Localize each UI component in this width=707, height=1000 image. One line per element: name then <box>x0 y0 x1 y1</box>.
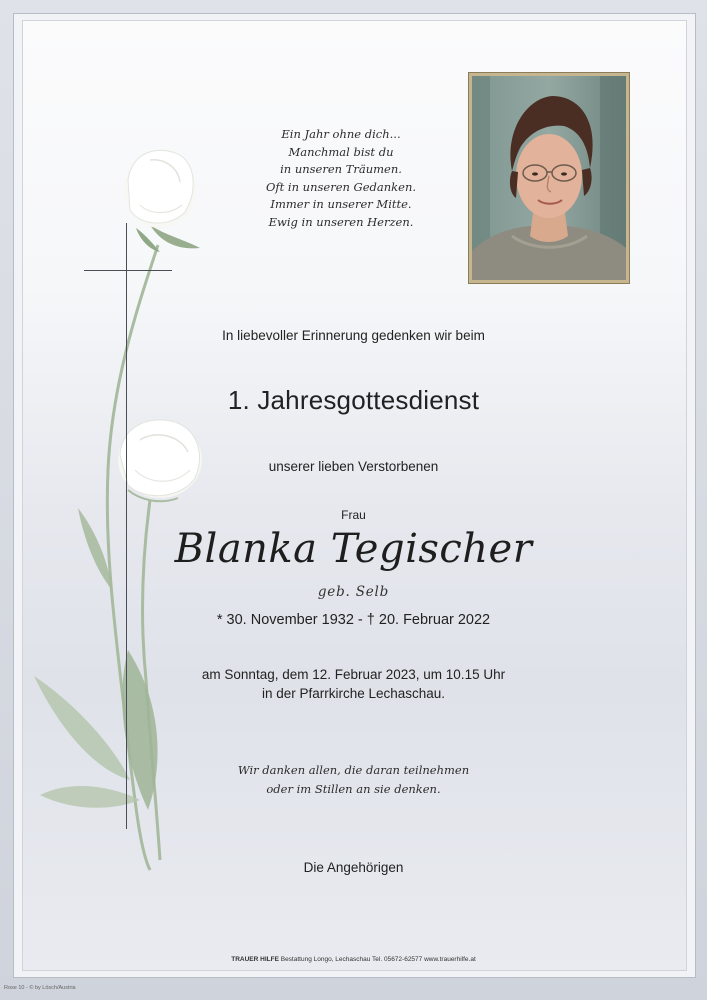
intro-text: In liebevoller Erinnerung gedenken wir beim <box>222 328 485 343</box>
life-dates: * 30. November 1932 - † 20. Februar 2022 <box>216 612 491 628</box>
thanks-line: Wir danken allen, die daran teilnehmen <box>237 763 470 777</box>
footer-brand: TRAUER HILFE <box>231 956 279 963</box>
service-location: in der Pfarrkirche Lechaschau. <box>261 686 446 701</box>
image-credit: Rose 10 - © by Lösch/Austria <box>4 985 76 991</box>
portrait-photo <box>472 76 626 280</box>
deceased-name: Blanka Tegischer <box>174 526 533 572</box>
footer <box>0 956 707 963</box>
family-signature: Die Angehörigen <box>303 860 404 875</box>
poem-line: Ein Jahr ohne dich... <box>281 127 401 141</box>
service-date: am Sonntag, dem 12. Februar 2023, um 10.15 Uhr <box>201 667 506 682</box>
poem-line: Ewig in unseren Herzen. <box>268 214 414 229</box>
deceased-label: unserer lieben Verstorbenen <box>268 459 439 474</box>
poem-line: in unseren Träumen. <box>280 162 402 176</box>
poem-line: Manchmal bist du <box>288 144 394 159</box>
headline: 1. Jahresgottesdienst <box>227 385 480 415</box>
cross-horizontal-bar <box>84 270 172 271</box>
portrait-frame <box>468 72 630 284</box>
birth-name: geb. Selb <box>317 584 390 600</box>
memorial-poem <box>246 126 436 231</box>
thanks-line: oder im Stillen an sie denken. <box>266 782 441 796</box>
poem-line: Immer in unserer Mitte. <box>270 197 412 211</box>
salutation: Frau <box>341 508 366 522</box>
poem-line: Oft in unseren Gedanken. <box>265 179 417 194</box>
footer-details: Bestattung Longo, Lechaschau Tel. 05672-62577 www.trauerhilfe.at <box>278 956 476 963</box>
